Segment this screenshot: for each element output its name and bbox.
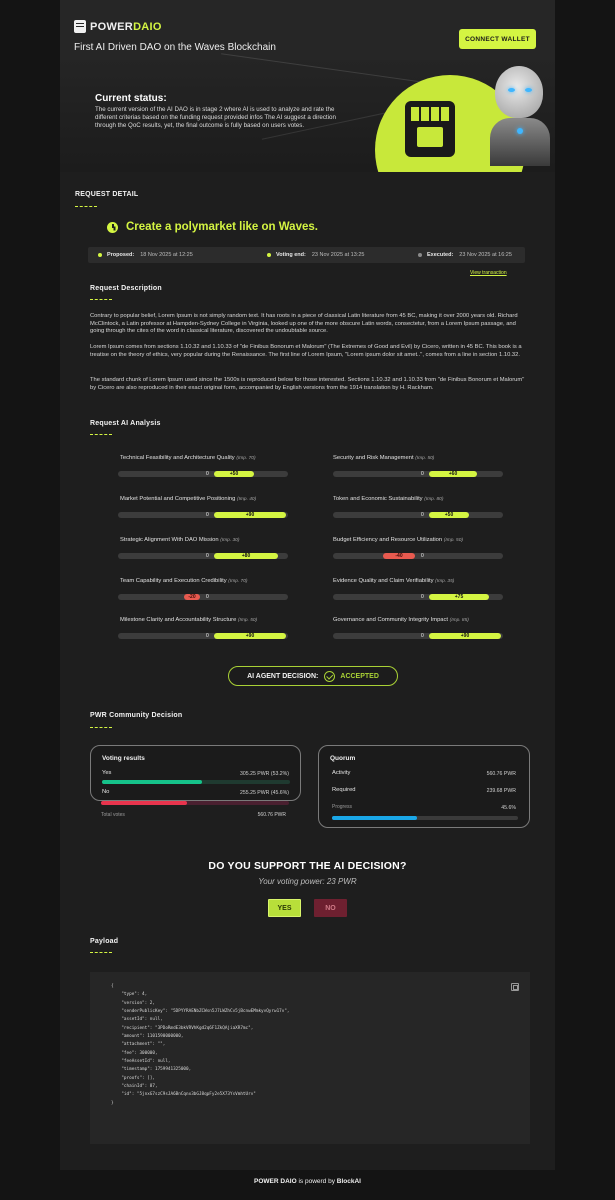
check-circle-icon <box>324 671 335 682</box>
quorum-progress <box>332 816 518 820</box>
heading-underline <box>90 434 112 435</box>
card-title: Voting results <box>102 755 145 762</box>
voting-results-card <box>90 745 301 801</box>
metric-bar-fill: +90 <box>429 633 501 639</box>
footer-blockai-link[interactable]: BlockAI <box>336 1178 361 1185</box>
tagline: First AI Driven DAO on the Waves Blockchain <box>74 42 276 53</box>
total-votes-label: Total votes <box>101 812 125 818</box>
no-value: 255.25 PWR (45.6%) <box>239 790 289 796</box>
logo[interactable] <box>74 20 162 33</box>
fist-logo-icon <box>74 20 86 33</box>
quorum-card <box>318 745 530 828</box>
progress-value: 45.6% <box>501 805 516 811</box>
metric-bar-track <box>333 512 503 518</box>
metric-zero-label: 0 <box>421 471 424 477</box>
connect-wallet-button[interactable]: CONNECT WALLET <box>459 29 536 49</box>
footer <box>0 1178 615 1185</box>
yes-value: 305.25 PWR (53.2%) <box>239 771 289 777</box>
metric-label: Governance and Community Integrity Impact (Imp. 85) <box>333 617 469 623</box>
metric-zero-label: 0 <box>206 471 209 477</box>
metric-zero-label: 0 <box>206 512 209 518</box>
metric-bar-fill: +75 <box>429 594 489 600</box>
metric-label: Strategic Alignment With DAO Mission (Imp. 30) <box>120 537 240 543</box>
metric-bar-fill: +50 <box>214 471 254 477</box>
ai-analysis-heading: Request AI Analysis <box>90 420 161 427</box>
required-value: 239.68 PWR <box>486 788 516 794</box>
required-label: Required <box>332 787 356 793</box>
request-description-heading: Request Description <box>90 285 162 292</box>
activity-value: 560.76 PWR <box>486 771 516 777</box>
hero-header <box>60 0 555 172</box>
metric-bar-fill: +90 <box>214 633 286 639</box>
metric-label: Team Capability and Execution Credibility (Imp. 70) <box>120 578 248 584</box>
metric-bar-fill: +90 <box>214 512 286 518</box>
no-label: No <box>102 789 110 795</box>
metric-bar-fill: +50 <box>429 512 469 518</box>
copy-icon[interactable] <box>511 983 519 991</box>
voting-end-date: Voting end: 23 Nov 2025 at 13:25 <box>267 252 364 258</box>
heading-underline <box>75 206 97 207</box>
vote-no-button[interactable]: NO <box>314 899 347 917</box>
footer-text: is powerd by <box>296 1178 337 1185</box>
metric-label: Token and Economic Sustainability (Imp. 80) <box>333 496 444 502</box>
metric-bar-fill: -40 <box>383 553 415 559</box>
clock-icon <box>107 222 118 233</box>
card-title: Quorum <box>330 755 356 762</box>
request-timeline <box>88 247 525 263</box>
voting-power: Your voting power: 23 PWR <box>258 877 357 886</box>
total-votes-value: 560.76 PWR <box>257 812 286 818</box>
footer-brand: POWER DAIO <box>254 1178 297 1185</box>
metric-label: Technical Feasibility and Architecture Quality (Imp. 70) <box>120 455 256 461</box>
metric-label: Milestone Clarity and Accountability Structure (Imp. 50) <box>120 617 258 623</box>
support-question: DO YOU SUPPORT THE AI DECISION? <box>208 860 407 872</box>
metric-label: Budget Efficiency and Resource Utilization (Imp. 50) <box>333 537 463 543</box>
ai-decision-badge: AI AGENT DECISION: ACCEPTED <box>228 666 398 686</box>
payload-heading: Payload <box>90 938 119 945</box>
metric-bar-track <box>333 553 503 559</box>
payload-code-block <box>90 972 530 1144</box>
status-title: Current status: <box>95 93 167 104</box>
metric-zero-label: 0 <box>421 594 424 600</box>
status-dot-icon <box>267 253 271 257</box>
metric-label: Security and Risk Management (Imp. 50) <box>333 455 435 461</box>
metric-bar-fill: +80 <box>214 553 278 559</box>
page-frame <box>60 0 555 1170</box>
status-dot-icon <box>418 253 422 257</box>
description-paragraph: Lorem Ipsum comes from sections 1.10.32 and 1.10.33 of "de Finibus Bonorum et Malorum" (The Extremes of Good and Evil) by Cicero, written in 45 BC. This book is a treatise on the theory of ethics, very popular during the Renaissance. The first line of Lorem Ipsum, "Lorem ipsum dolor sit amet..", comes from a line in section 1.10.32. <box>90 344 522 358</box>
vote-yes-button[interactable]: YES <box>268 899 301 917</box>
activity-label: Activity <box>332 770 351 776</box>
proposed-date: Proposed: 18 Nov 2025 at 12:25 <box>98 252 193 258</box>
heading-underline <box>90 299 112 300</box>
heading-underline <box>90 952 112 953</box>
logo-text: POWERDAIO <box>90 20 162 33</box>
request-title: Create a polymarket like on Waves. <box>107 221 318 233</box>
metric-zero-label: 0 <box>421 633 424 639</box>
heading-underline <box>90 727 112 728</box>
metric-bar-track <box>118 594 288 600</box>
metric-bar-track <box>333 471 503 477</box>
ai-robot-illustration <box>490 66 550 166</box>
metric-label: Evidence Quality and Claim Verifiability (Imp. 35) <box>333 578 455 584</box>
status-dot-icon <box>98 253 102 257</box>
progress-label: Progress <box>332 804 353 810</box>
payload-json: { "type": 4, "version": 2, "senderPublicKey": "5DPYYRAENbZCWsn5J7LWZhCv5jBcnwEMmkyvQyrw17v", "assetId": null, "recipient": "3PDoRmdE3bkVRVhKgd2q6F1ZkQAjiaXR7mc", "amount": 1101590000000, "attachment": "", "fee": 300000, "feeAssetId": null, "timestamp": 1759941325000, "proofs": [], "chainId": 87, "id": "5jnxG7szC9sJA6BnCqnx3bGJ8qpFy2e5X73YsVmhtUrv" } <box>111 984 290 1106</box>
raised-fist-icon <box>405 101 455 157</box>
community-decision-heading: PWR Community Decision <box>90 712 183 719</box>
metric-label: Market Potential and Competitive Positioning (Imp. 40) <box>120 496 257 502</box>
metric-zero-label: 0 <box>421 553 424 559</box>
description-paragraph: Contrary to popular belief, Lorem Ipsum is not simply random text. It has roots in a piece of classical Latin literature from 45 BC, making it over 2000 years old. Richard McClintock, a Latin professor at Hampden-Sydney College in Virginia, looked up one of the more obscure Latin words, consectetur, from a Lorem Ipsum passage, and going through the cites of the word in classical literature, discovered the undoubtable source. <box>90 313 518 335</box>
yes-progress <box>102 780 290 784</box>
metric-zero-label: 0 <box>206 594 209 600</box>
metric-bar-fill: -20 <box>184 594 200 600</box>
request-detail-heading: REQUEST DETAIL <box>75 191 139 198</box>
status-text: The current version of the AI DAO is in stage 2 where AI is used to analyze and rate the different criterias based on the funding request provided infos The AI suggest a direction through the QoC results, yet, the final outcome is fully based on users votes. <box>95 106 336 129</box>
metric-bar-track <box>118 471 288 477</box>
description-paragraph: The standard chunk of Lorem Ipsum used since the 1500s is reproduced below for those interested. Sections 1.10.32 and 1.10.33 from "de Finibus Bonorum et Malorum" by Cicero are also reproduced in their exact original form, accompanied by English versions from the 1914 translation by H. Rackham. <box>90 377 525 391</box>
yes-label: Yes <box>102 770 112 776</box>
view-transaction-link[interactable]: View transaction <box>470 270 507 276</box>
metric-bar-fill: +60 <box>429 471 477 477</box>
no-progress <box>101 801 289 805</box>
metric-zero-label: 0 <box>206 553 209 559</box>
metric-zero-label: 0 <box>206 633 209 639</box>
metric-zero-label: 0 <box>421 512 424 518</box>
executed-date: Executed: 23 Nov 2025 at 16:25 <box>418 252 512 258</box>
